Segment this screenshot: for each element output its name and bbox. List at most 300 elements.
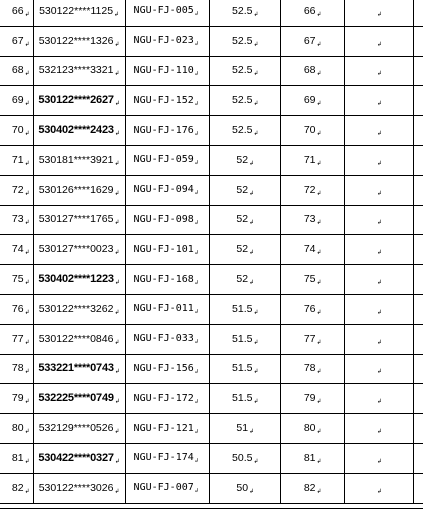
paragraph-mark: ↲ — [194, 99, 199, 107]
paragraph-mark: ↲ — [114, 71, 120, 78]
rank-cell-value: 81 — [303, 451, 316, 464]
remark-cell — [345, 473, 414, 503]
id-number-cell-value: 530127****0023 — [38, 243, 114, 256]
trailing-cell — [413, 175, 423, 205]
paragraph-mark: ↲ — [249, 190, 255, 197]
paragraph-mark: ↲ — [316, 220, 322, 227]
trailing-cell — [413, 86, 423, 116]
serial-number-cell-value: 77 — [11, 332, 24, 345]
serial-number-cell-value: 82 — [11, 481, 24, 494]
table-row — [0, 175, 423, 205]
paragraph-mark: ↲ — [377, 250, 383, 257]
candidate-code-cell — [125, 354, 210, 384]
serial-number-cell-value: 78 — [11, 362, 24, 375]
paragraph-mark: ↲ — [377, 309, 383, 316]
paragraph-mark: ↲ — [316, 399, 322, 406]
paragraph-mark: ↲ — [249, 220, 255, 227]
paragraph-mark: ↲ — [24, 309, 30, 316]
serial-number-cell-value: 70 — [11, 124, 24, 137]
paragraph-mark: ↲ — [377, 71, 383, 78]
id-number-cell — [33, 116, 125, 146]
remark-cell — [345, 294, 414, 324]
trailing-cell — [413, 324, 423, 354]
table-row — [0, 473, 423, 503]
score-cell — [210, 86, 281, 116]
score-cell-value: 52.5 — [232, 4, 253, 17]
id-number-cell — [33, 26, 125, 56]
score-cell-value: 51.5 — [232, 302, 253, 315]
id-number-cell-value: 530122****3262 — [38, 302, 114, 315]
rank-cell-value: 74 — [303, 243, 316, 256]
trailing-cell — [413, 473, 423, 503]
rank-cell — [281, 294, 345, 324]
serial-number-cell-value: 68 — [11, 64, 24, 77]
rank-cell-value: 67 — [303, 34, 316, 47]
rank-cell-value: 73 — [303, 213, 316, 226]
candidate-code-cell — [125, 86, 210, 116]
rank-cell-value: 80 — [303, 422, 316, 435]
candidate-code-cell-value: NGU-FJ-011 — [133, 303, 194, 315]
paragraph-mark: ↲ — [24, 190, 30, 197]
serial-number-cell — [0, 26, 33, 56]
serial-number-cell — [0, 86, 33, 116]
id-number-cell — [33, 414, 125, 444]
paragraph-mark: ↲ — [194, 248, 199, 256]
serial-number-cell — [0, 324, 33, 354]
remark-cell — [345, 384, 414, 414]
serial-number-cell — [0, 116, 33, 146]
candidate-code-cell-value: NGU-FJ-168 — [133, 273, 194, 285]
paragraph-mark: ↲ — [24, 458, 30, 465]
rank-cell-value: 76 — [303, 302, 316, 315]
score-cell-value: 50.5 — [232, 451, 253, 464]
paragraph-mark: ↲ — [377, 101, 383, 108]
serial-number-cell-value: 66 — [11, 4, 24, 17]
remark-cell — [345, 414, 414, 444]
paragraph-mark: ↲ — [114, 339, 120, 346]
paragraph-mark: ↲ — [194, 189, 199, 197]
serial-number-cell — [0, 175, 33, 205]
serial-number-cell — [0, 354, 33, 384]
paragraph-mark: ↲ — [253, 71, 259, 78]
serial-number-cell — [0, 414, 33, 444]
serial-number-cell-value: 74 — [11, 243, 24, 256]
trailing-cell — [413, 414, 423, 444]
paragraph-mark: ↲ — [194, 129, 199, 137]
serial-number-cell-value: 69 — [11, 94, 24, 107]
candidate-code-cell-value: NGU-FJ-174 — [133, 452, 194, 464]
id-number-cell-value: 532123****3321 — [38, 64, 114, 77]
paragraph-mark: ↲ — [194, 338, 199, 346]
candidate-code-cell — [125, 145, 210, 175]
score-cell — [210, 265, 281, 295]
table-row — [0, 56, 423, 86]
paragraph-mark: ↲ — [253, 101, 259, 108]
paragraph-mark: ↲ — [194, 218, 199, 226]
paragraph-mark: ↲ — [316, 160, 322, 167]
paragraph-mark: ↲ — [316, 131, 322, 138]
id-number-cell — [33, 354, 125, 384]
trailing-cell — [413, 354, 423, 384]
paragraph-mark: ↲ — [377, 41, 383, 48]
trailing-cell — [413, 265, 423, 295]
remark-cell — [345, 56, 414, 86]
id-number-cell-value: 530422****0327 — [38, 451, 114, 464]
paragraph-mark: ↲ — [253, 458, 259, 465]
id-number-cell-value: 530181****3921 — [38, 153, 114, 166]
id-number-cell-value: 532225****0749 — [38, 392, 114, 405]
serial-number-cell — [0, 265, 33, 295]
serial-number-cell — [0, 145, 33, 175]
candidate-code-cell — [125, 26, 210, 56]
rank-cell-value: 71 — [303, 153, 316, 166]
paragraph-mark: ↲ — [114, 160, 120, 167]
candidate-code-cell-value: NGU-FJ-094 — [133, 184, 194, 196]
id-number-cell-value: 530402****2423 — [38, 124, 114, 137]
serial-number-cell — [0, 56, 33, 86]
paragraph-mark: ↲ — [114, 131, 120, 138]
remark-cell — [345, 354, 414, 384]
remark-cell — [345, 175, 414, 205]
paragraph-mark: ↲ — [24, 131, 30, 138]
rank-cell — [281, 56, 345, 86]
rank-cell-value: 82 — [303, 481, 316, 494]
paragraph-mark: ↲ — [194, 367, 199, 375]
serial-number-cell — [0, 294, 33, 324]
serial-number-cell — [0, 205, 33, 235]
rank-cell — [281, 414, 345, 444]
remark-cell — [345, 26, 414, 56]
score-cell — [210, 354, 281, 384]
paragraph-mark: ↲ — [316, 11, 322, 18]
id-number-cell-value: 533221****0743 — [38, 362, 114, 375]
rank-cell-value: 69 — [303, 94, 316, 107]
paragraph-mark: ↲ — [316, 280, 322, 287]
serial-number-cell-value: 71 — [11, 153, 24, 166]
remark-cell — [345, 265, 414, 295]
id-number-cell-value: 530122****1125 — [39, 4, 114, 17]
id-number-cell-value: 530122****3026 — [38, 481, 114, 494]
trailing-cell — [413, 26, 423, 56]
paragraph-mark: ↲ — [114, 399, 120, 406]
paragraph-mark: ↲ — [194, 69, 199, 77]
table-row — [0, 324, 423, 354]
paragraph-mark: ↲ — [249, 250, 255, 257]
score-cell — [210, 116, 281, 146]
rank-cell-value: 75 — [303, 273, 316, 286]
paragraph-mark: ↲ — [253, 41, 259, 48]
paragraph-mark: ↲ — [194, 278, 199, 286]
serial-number-cell-value: 75 — [11, 273, 24, 286]
paragraph-mark: ↲ — [316, 458, 322, 465]
candidate-code-cell — [125, 0, 210, 26]
serial-number-cell — [0, 473, 33, 503]
id-number-cell — [33, 443, 125, 473]
paragraph-mark: ↲ — [316, 250, 322, 257]
paragraph-mark: ↲ — [316, 71, 322, 78]
serial-number-cell — [0, 384, 33, 414]
serial-number-cell — [0, 235, 33, 265]
paragraph-mark: ↲ — [377, 160, 383, 167]
paragraph-mark: ↲ — [377, 458, 383, 465]
remark-cell — [345, 86, 414, 116]
rank-cell — [281, 384, 345, 414]
remark-cell — [345, 324, 414, 354]
serial-number-cell-value: 67 — [11, 34, 24, 47]
paragraph-mark: ↲ — [24, 280, 30, 287]
paragraph-mark: ↲ — [249, 488, 255, 495]
paragraph-mark: ↲ — [24, 250, 30, 257]
trailing-cell — [413, 116, 423, 146]
paragraph-mark: ↲ — [24, 488, 30, 495]
paragraph-mark: ↲ — [114, 280, 120, 287]
id-number-cell — [33, 145, 125, 175]
table-row — [0, 205, 423, 235]
rank-cell-value: 78 — [303, 362, 316, 375]
score-cell-value: 52.5 — [232, 94, 253, 107]
paragraph-mark: ↲ — [114, 250, 120, 257]
trailing-cell — [413, 0, 423, 26]
paragraph-mark: ↲ — [194, 487, 199, 495]
paragraph-mark: ↲ — [377, 280, 383, 287]
candidate-code-cell-value: NGU-FJ-098 — [133, 213, 194, 225]
candidate-code-cell — [125, 175, 210, 205]
serial-number-cell-value: 81 — [11, 451, 24, 464]
paragraph-mark: ↲ — [24, 160, 30, 167]
paragraph-mark: ↲ — [114, 369, 120, 376]
score-cell — [210, 294, 281, 324]
paragraph-mark: ↲ — [253, 369, 259, 376]
paragraph-mark: ↲ — [194, 10, 199, 18]
paragraph-mark: ↲ — [253, 339, 259, 346]
paragraph-mark: ↲ — [24, 101, 30, 108]
rank-cell — [281, 175, 345, 205]
id-number-cell — [33, 0, 125, 26]
id-number-cell — [33, 265, 125, 295]
score-cell — [210, 414, 281, 444]
paragraph-mark: ↲ — [114, 458, 120, 465]
score-cell — [210, 235, 281, 265]
paragraph-mark: ↲ — [24, 11, 30, 18]
id-number-cell-value: 530126****1629 — [38, 183, 114, 196]
id-number-cell — [33, 56, 125, 86]
rank-cell — [281, 0, 345, 26]
score-cell-value: 52 — [236, 213, 249, 226]
table-bottom-border — [0, 508, 423, 509]
serial-number-cell-value: 79 — [11, 392, 24, 405]
rank-cell — [281, 116, 345, 146]
paragraph-mark: ↲ — [24, 71, 30, 78]
paragraph-mark: ↲ — [24, 220, 30, 227]
rank-cell — [281, 354, 345, 384]
paragraph-mark: ↲ — [114, 101, 120, 108]
rank-cell — [281, 473, 345, 503]
candidate-code-cell-value: NGU-FJ-007 — [133, 482, 194, 494]
paragraph-mark: ↲ — [114, 488, 120, 495]
score-cell — [210, 384, 281, 414]
paragraph-mark: ↲ — [253, 309, 259, 316]
paragraph-mark: ↲ — [24, 429, 30, 436]
id-number-cell — [33, 324, 125, 354]
candidate-code-cell-value: NGU-FJ-023 — [133, 35, 194, 47]
paragraph-mark: ↲ — [194, 308, 199, 316]
candidate-code-cell — [125, 116, 210, 146]
trailing-cell — [413, 235, 423, 265]
rank-cell-value: 72 — [303, 183, 316, 196]
score-cell-value: 51.5 — [232, 362, 253, 375]
paragraph-mark: ↲ — [114, 190, 120, 197]
table-row — [0, 414, 423, 444]
paragraph-mark: ↲ — [377, 488, 383, 495]
trailing-cell — [413, 56, 423, 86]
candidate-code-cell-value: NGU-FJ-172 — [133, 392, 194, 404]
score-cell-value: 52.5 — [232, 64, 253, 77]
score-cell-value: 52 — [236, 273, 249, 286]
table-row — [0, 145, 423, 175]
paragraph-mark: ↲ — [194, 397, 199, 405]
id-number-cell — [33, 384, 125, 414]
id-number-cell — [33, 294, 125, 324]
rank-cell — [281, 26, 345, 56]
id-number-cell-value: 530127****1765 — [38, 213, 114, 226]
trailing-cell — [413, 443, 423, 473]
table-row — [0, 294, 423, 324]
paragraph-mark: ↲ — [316, 339, 322, 346]
rank-cell — [281, 235, 345, 265]
rank-cell — [281, 265, 345, 295]
paragraph-mark: ↲ — [194, 427, 199, 435]
paragraph-mark: ↲ — [253, 131, 259, 138]
table-row — [0, 265, 423, 295]
candidate-code-cell — [125, 56, 210, 86]
paragraph-mark: ↲ — [114, 309, 120, 316]
trailing-cell — [413, 294, 423, 324]
id-number-cell-value: 530122****2627 — [38, 94, 114, 107]
score-cell-value: 52.5 — [232, 124, 253, 137]
remark-cell — [345, 0, 414, 26]
candidate-code-cell — [125, 473, 210, 503]
candidate-code-cell-value: NGU-FJ-101 — [133, 243, 194, 255]
score-cell — [210, 175, 281, 205]
score-cell-value: 51 — [236, 422, 249, 435]
candidate-code-cell-value: NGU-FJ-110 — [133, 64, 194, 76]
score-cell-value: 52 — [236, 153, 249, 166]
paragraph-mark: ↲ — [24, 41, 30, 48]
score-cell — [210, 473, 281, 503]
paragraph-mark: ↲ — [316, 369, 322, 376]
paragraph-mark: ↲ — [114, 11, 120, 18]
trailing-cell — [413, 205, 423, 235]
rank-cell — [281, 145, 345, 175]
score-cell — [210, 443, 281, 473]
remark-cell — [345, 235, 414, 265]
candidate-code-cell-value: NGU-FJ-121 — [133, 422, 194, 434]
paragraph-mark: ↲ — [377, 369, 383, 376]
table-row — [0, 116, 423, 146]
candidate-code-cell-value: NGU-FJ-176 — [133, 124, 194, 136]
paragraph-mark: ↲ — [114, 429, 120, 436]
table-row — [0, 0, 423, 26]
id-number-cell — [33, 175, 125, 205]
paragraph-mark: ↲ — [253, 399, 259, 406]
paragraph-mark: ↲ — [377, 11, 383, 18]
id-number-cell-value: 530122****1326 — [38, 34, 114, 47]
candidate-code-cell — [125, 414, 210, 444]
score-cell — [210, 56, 281, 86]
paragraph-mark: ↲ — [377, 399, 383, 406]
candidate-code-cell — [125, 384, 210, 414]
id-number-cell — [33, 205, 125, 235]
paragraph-mark: ↲ — [316, 41, 322, 48]
serial-number-cell-value: 76 — [11, 302, 24, 315]
rank-cell — [281, 324, 345, 354]
paragraph-mark: ↲ — [249, 160, 255, 167]
score-cell-value: 52 — [236, 243, 249, 256]
paragraph-mark: ↲ — [114, 41, 120, 48]
remark-cell — [345, 205, 414, 235]
candidate-code-cell-value: NGU-FJ-033 — [133, 333, 194, 345]
candidate-code-cell — [125, 294, 210, 324]
paragraph-mark: ↲ — [24, 339, 30, 346]
table-row — [0, 26, 423, 56]
paragraph-mark: ↲ — [114, 220, 120, 227]
paragraph-mark: ↲ — [377, 339, 383, 346]
paragraph-mark: ↲ — [377, 131, 383, 138]
id-number-cell — [33, 235, 125, 265]
score-cell-value: 52 — [236, 183, 249, 196]
remark-cell — [345, 116, 414, 146]
candidate-code-cell — [125, 443, 210, 473]
serial-number-cell — [0, 443, 33, 473]
candidate-code-cell-value: NGU-FJ-059 — [133, 154, 194, 166]
paragraph-mark: ↲ — [24, 369, 30, 376]
trailing-cell — [413, 145, 423, 175]
remark-cell — [345, 145, 414, 175]
paragraph-mark: ↲ — [249, 280, 255, 287]
table-row — [0, 443, 423, 473]
rank-cell-value: 79 — [303, 392, 316, 405]
paragraph-mark: ↲ — [316, 488, 322, 495]
candidate-code-cell — [125, 324, 210, 354]
table-row — [0, 384, 423, 414]
score-cell-value: 51.5 — [232, 392, 253, 405]
id-number-cell-value: 532129****0526 — [38, 422, 114, 435]
paragraph-mark: ↲ — [24, 399, 30, 406]
rank-cell-value: 68 — [303, 64, 316, 77]
table-row — [0, 235, 423, 265]
rank-cell — [281, 86, 345, 116]
score-cell — [210, 26, 281, 56]
score-cell-value: 51.5 — [232, 332, 253, 345]
score-cell-value: 50 — [236, 481, 249, 494]
serial-number-cell — [0, 0, 33, 26]
score-cell — [210, 0, 281, 26]
paragraph-mark: ↲ — [316, 309, 322, 316]
paragraph-mark: ↲ — [194, 40, 199, 48]
rank-cell-value: 77 — [303, 332, 316, 345]
score-cell — [210, 205, 281, 235]
rank-cell-value: 66 — [303, 4, 316, 17]
id-number-cell-value: 530122****0846 — [38, 332, 114, 345]
paragraph-mark: ↲ — [377, 220, 383, 227]
id-number-cell — [33, 86, 125, 116]
rank-cell — [281, 205, 345, 235]
rank-cell-value: 70 — [303, 124, 316, 137]
paragraph-mark: ↲ — [316, 429, 322, 436]
paragraph-mark: ↲ — [194, 159, 199, 167]
serial-number-cell-value: 72 — [11, 183, 24, 196]
candidate-code-cell-value: NGU-FJ-152 — [133, 94, 194, 106]
